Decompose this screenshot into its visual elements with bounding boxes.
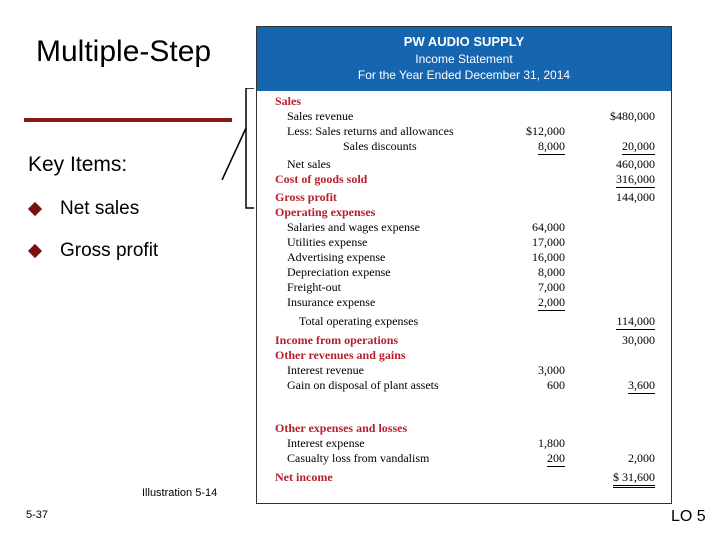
statement-row xyxy=(257,220,671,235)
statement-row xyxy=(257,280,671,295)
learning-objective: LO 5 xyxy=(671,508,706,525)
row-amount-outer: 30,000 xyxy=(622,333,655,347)
row-label: Casualty loss from vandalism xyxy=(287,451,430,465)
row-label: Advertising expense xyxy=(287,250,386,264)
bullet-item xyxy=(28,240,158,262)
statement-row xyxy=(257,94,671,109)
statement-row xyxy=(257,265,671,280)
diamond-bullet-icon xyxy=(28,202,42,216)
row-label: Less: Sales returns and allowances xyxy=(287,124,454,138)
row-label: Interest revenue xyxy=(287,363,364,377)
bullet-text: Net sales xyxy=(60,198,140,219)
statement-row xyxy=(257,470,671,485)
statement-row xyxy=(257,348,671,363)
row-amount-outer: 2,000 xyxy=(628,451,655,465)
row-amount-outer: 20,000 xyxy=(622,139,655,153)
slide-number: 5-37 xyxy=(26,509,49,521)
statement-row xyxy=(257,235,671,250)
row-amount-outer: $ 31,600 xyxy=(613,470,655,488)
row-amount-inner: 2,000 xyxy=(538,295,565,309)
row-label: Other expenses and losses xyxy=(275,421,408,435)
row-amount-inner: 200 xyxy=(547,451,565,465)
row-label: Net sales xyxy=(287,157,331,171)
row-label: Income from operations xyxy=(275,333,399,347)
statement-row xyxy=(257,190,671,205)
statement-row xyxy=(257,124,671,139)
statement-row xyxy=(257,436,671,451)
row-amount-inner: 16,000 xyxy=(532,250,565,264)
slide-title: Multiple-Step xyxy=(36,35,212,68)
key-items-heading: Key Items: xyxy=(28,153,128,176)
diamond-bullet-icon xyxy=(28,244,42,258)
row-amount-inner: 600 xyxy=(547,378,565,392)
row-amount-inner: 8,000 xyxy=(538,265,565,279)
row-amount-outer: 316,000 xyxy=(616,172,655,186)
row-label: Sales revenue xyxy=(287,109,354,123)
row-label: Operating expenses xyxy=(275,205,376,219)
title-divider xyxy=(24,118,232,122)
illustration-caption: Illustration 5-14 xyxy=(142,487,218,499)
row-amount-inner: 1,800 xyxy=(538,436,565,450)
statement-row xyxy=(257,295,671,310)
statement-row xyxy=(257,205,671,220)
statement-row xyxy=(257,421,671,436)
company-name: PW AUDIO SUPPLY xyxy=(403,34,525,49)
row-amount-inner: 17,000 xyxy=(532,235,565,249)
row-amount-outer: 144,000 xyxy=(616,190,655,204)
row-amount-inner: $12,000 xyxy=(526,124,565,138)
statement-row xyxy=(257,109,671,124)
row-amount-outer: 114,000 xyxy=(616,314,655,328)
statement-row xyxy=(257,333,671,348)
row-label: Net income xyxy=(275,470,333,484)
row-label: Gain on disposal of plant assets xyxy=(287,378,439,392)
bracket-connector-icon xyxy=(220,88,260,218)
row-label: Insurance expense xyxy=(287,295,376,309)
statement-row xyxy=(257,250,671,265)
statement-title: Income Statement xyxy=(415,52,513,66)
row-amount-inner: 64,000 xyxy=(532,220,565,234)
bullet-item xyxy=(28,198,139,220)
row-label: Gross profit xyxy=(275,190,337,204)
statement-row xyxy=(257,139,671,154)
row-label: Utilities expense xyxy=(287,235,368,249)
row-label: Total operating expenses xyxy=(299,314,419,328)
row-label: Cost of goods sold xyxy=(275,172,368,186)
statement-row xyxy=(257,157,671,172)
statement-row xyxy=(257,314,671,329)
row-amount-inner: 3,000 xyxy=(538,363,565,377)
statement-row xyxy=(257,451,671,466)
income-statement xyxy=(256,26,672,504)
row-label: Interest expense xyxy=(287,436,365,450)
row-label: Sales discounts xyxy=(343,139,417,153)
bullet-text: Gross profit xyxy=(60,240,159,261)
row-label: Salaries and wages expense xyxy=(287,220,420,234)
statement-header xyxy=(257,27,671,91)
row-amount-inner: 7,000 xyxy=(538,280,565,294)
row-amount-inner: 8,000 xyxy=(538,139,565,153)
row-amount-outer: 460,000 xyxy=(616,157,655,171)
row-amount-outer: $480,000 xyxy=(610,109,655,123)
row-amount-outer: 3,600 xyxy=(628,378,655,392)
statement-period: For the Year Ended December 31, 2014 xyxy=(357,68,571,82)
row-label: Freight-out xyxy=(287,280,341,294)
row-label: Sales xyxy=(275,94,302,108)
statement-row xyxy=(257,363,671,378)
statement-row xyxy=(257,172,671,187)
row-label: Depreciation expense xyxy=(287,265,391,279)
row-label: Other revenues and gains xyxy=(275,348,406,362)
statement-row xyxy=(257,378,671,393)
